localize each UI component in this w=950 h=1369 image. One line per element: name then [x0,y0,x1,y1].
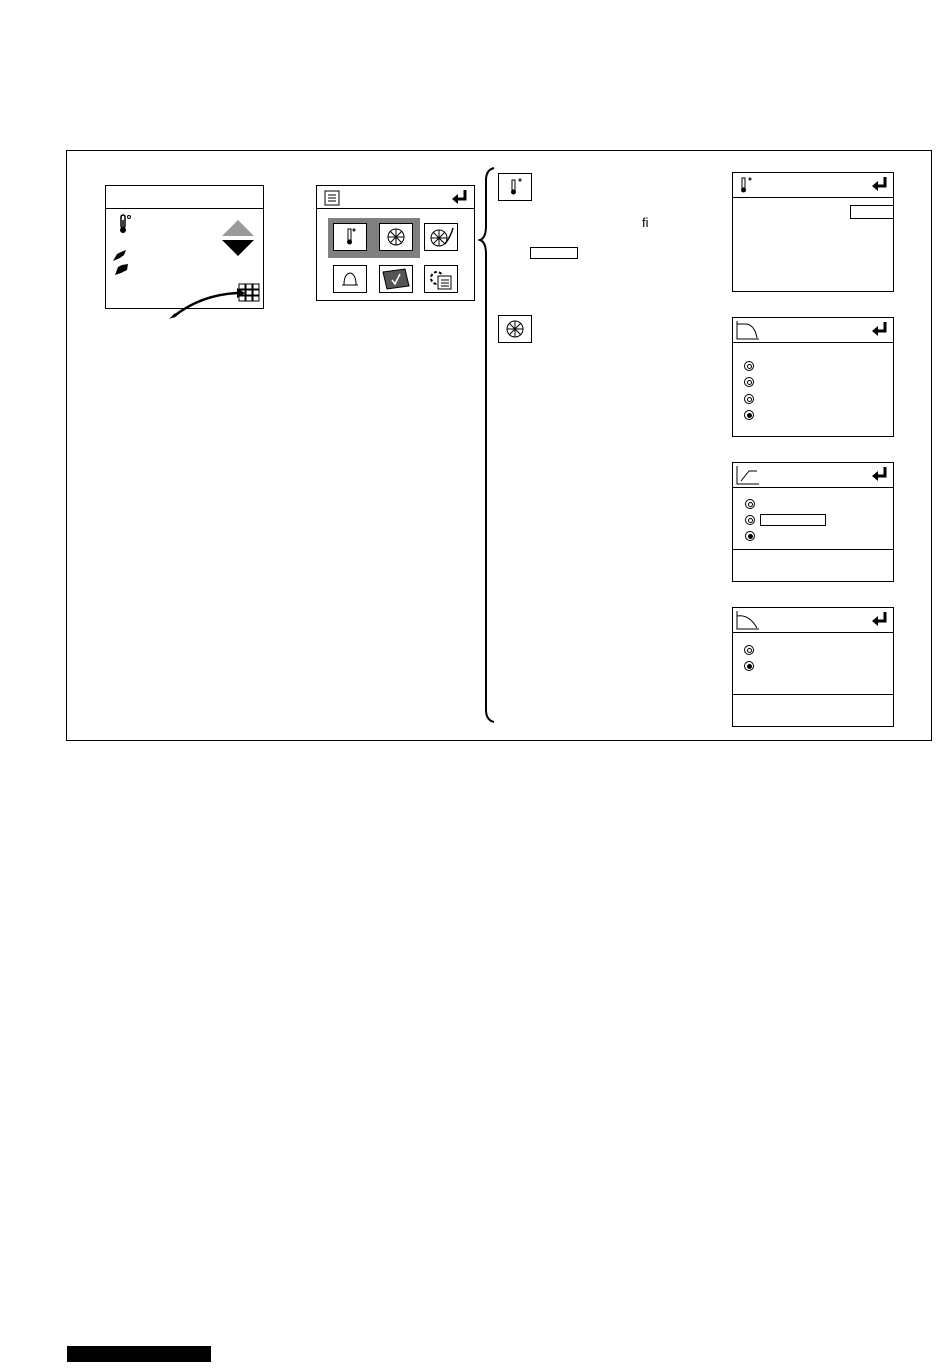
option-radio-2[interactable] [744,661,754,671]
header-divider [317,208,474,209]
value-field[interactable] [530,247,578,259]
fan-speed-icon-1 [112,249,128,262]
header-divider [733,342,893,343]
menu-tile-fan[interactable] [379,223,413,251]
menu-tile-settings[interactable] [424,265,458,293]
falling-curve-screen [732,607,894,727]
setpoint-field[interactable] [850,205,894,219]
option-radio-1[interactable] [744,645,754,655]
up-arrow-icon[interactable] [221,219,255,237]
settings-icon [425,266,457,292]
rising-curve-screen [732,462,894,582]
footer-divider [733,549,893,550]
fan-icon [380,224,412,250]
option-radio-1[interactable] [745,499,755,509]
menu-tile-check[interactable] [379,265,413,293]
return-arrow-icon[interactable] [871,611,889,627]
thermometer-icon [739,176,755,194]
footer-black-bar [67,1346,211,1362]
menu-list-icon [324,190,340,206]
option-radio-4[interactable] [744,410,754,420]
fan-speed-icon-2 [114,263,130,276]
menu-screen [316,185,475,301]
rising-curve-icon [735,465,761,485]
header-divider [733,197,893,198]
fan-control-icon [425,224,457,250]
temperature-screen [732,172,894,292]
option-radio-1[interactable] [744,361,754,371]
menu-tile-alarm[interactable] [333,265,367,293]
return-arrow-icon[interactable] [871,176,889,192]
menu-tile-temperature[interactable] [333,223,367,251]
fan-icon [499,316,531,342]
header-divider [733,487,893,488]
menu-tile-fan-control[interactable] [424,223,458,251]
return-arrow-icon[interactable] [871,466,889,482]
brace [478,166,498,726]
option-radio-2[interactable] [745,515,755,525]
alarm-bell-icon [334,266,366,292]
footer-divider [733,694,893,695]
pointer-arrow-icon [165,285,245,320]
return-arrow-icon[interactable] [451,189,469,205]
curve-options-screen [732,317,894,437]
return-arrow-icon[interactable] [871,321,889,337]
thermometer-icon [499,174,531,200]
temperature-legend-tile [498,173,532,201]
option-radio-3[interactable] [744,394,754,404]
fan-legend-tile [498,315,532,343]
falling-curve-icon [735,320,761,340]
falling-curve-icon [735,610,761,630]
thermometer-icon [334,224,366,250]
option-radio-2[interactable] [744,377,754,387]
option-value-field[interactable] [760,514,826,526]
thermometer-icon [116,214,134,234]
header-divider [106,208,263,209]
header-divider [733,632,893,633]
down-arrow-icon[interactable] [221,239,255,257]
check-icon [380,266,412,292]
option-radio-3[interactable] [745,531,755,541]
ligature-text: fi [642,215,649,230]
